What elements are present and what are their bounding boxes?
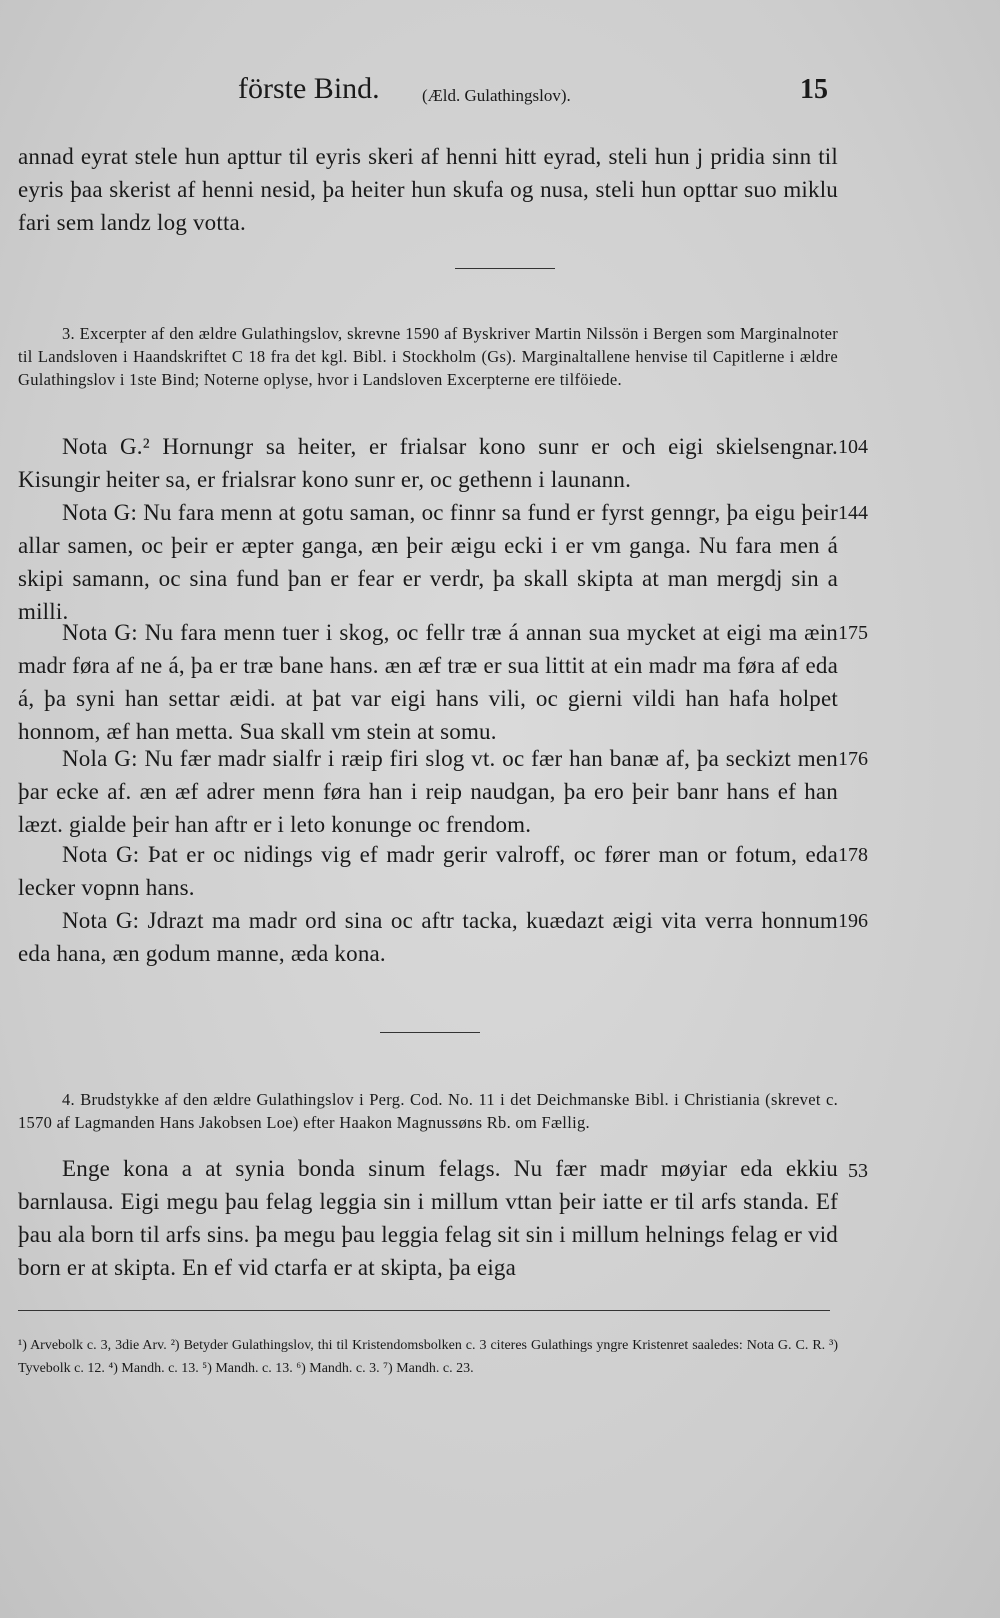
opening-paragraph: [18, 140, 838, 239]
section3-block: [18, 322, 838, 391]
footnotes: ¹) Arvebolk c. 3, 3die Arv. ²) Betyder Gulathingslov, thi til Kristendomsbolken c. 3 citeres Gulathings yngre Kristenret saaledes: Nota G. C. R. ³) Tyvebolk c. 12. ⁴) Mandh. c. 13. ⁵) Mandh. c. 13. ⁶) Mandh. c. 3. ⁷) Mandh. c. 23.: [18, 1338, 838, 1376]
margin-number: 53: [848, 1160, 868, 1182]
margin-number: 144: [838, 502, 868, 524]
nota-entry: [18, 616, 838, 748]
margin-number: 176: [838, 748, 868, 770]
nota-text: Nota G: Nu fara menn at gotu saman, oc finnr sa fund er fyrst genngr, þa eigu þeir allar samen, oc þeir er æpter ganga, æn þeir æigu ecki i er vm ganga. Nu fara men á skipi samann, oc sina fund þan er fear er verdr, þa skall skipta at man mergdj sin a milli.: [18, 500, 838, 624]
nota-entry: [18, 838, 838, 904]
section4-heading: 4. Brudstykke af den ældre Gulathingslov i Perg. Cod. No. 11 i det Deichmanske Bibl. i Christiania (skrevet c. 1570 af Lagmanden Hans Jakobsen Loe) efter Haakon Magnussøns Rb. om Fællig.: [18, 1090, 838, 1132]
nota-text: Nota G.² Hornungr sa heiter, er frialsar kono sunr er och eigi skielsengnar. Kisungir heiter sa, er frialsrar kono sunr er, oc gethenn i launann.: [18, 434, 838, 492]
page-number: 15: [800, 74, 828, 105]
nota-text: Nota G: Nu fara menn tuer i skog, oc fellr træ á annan sua mycket at eigi ma æin madr føra af ne á, þa er træ bane hans. æn æf træ er sua littit at ein madr ma føra af eda á, þa syni han settar æidi. at þat var eigi hans vili, oc gierni vildi han hafa holpet honnom, æf han metta. Sua skall vm stein at somu.: [18, 620, 838, 744]
section4-text: Enge kona a at synia bonda sinum felags. Nu fær madr møyiar eda ekkiu barnlausa. Eigi megu þau felag leggia sin i millum vttan þeir iatte er til arfs standa. Ef þau ala born til arfs sins. þa megu þau leggia felag sit sin i millum helnings felag er vid born er at skipta. En ef vid ctarfa er at skipta, þa eiga: [18, 1156, 838, 1280]
nota-entry: [18, 904, 838, 970]
section4-block: [18, 1088, 838, 1134]
section-divider: [455, 268, 555, 269]
opening-text: annad eyrat stele hun apttur til eyris skeri af henni hitt eyrad, steli hun j pridia sinn til eyris þaa skerist af henni nesid, þa heiter hun skufa og nusa, steli hun opttar suo miklu fari sem landz log votta.: [18, 144, 838, 235]
margin-number: 175: [838, 622, 868, 644]
nota-text: Nola G: Nu fær madr sialfr i ræip firi slog vt. oc fær han banæ af, þa seckizt men þar ecke af. æn æf adrer menn føra han i reip naudgan, þa ero þeir banr hans ef han læzt. gialde þeir han aftr er i leto konunge oc frendom.: [18, 746, 838, 837]
margin-number: 104: [838, 436, 868, 458]
nota-text: Nota G: Þat er oc nidings vig ef madr gerir valroff, oc fører man or fotum, eda lecker vopnn hans.: [18, 842, 838, 900]
book-title: förste Bind.: [238, 72, 380, 105]
nota-text: Nota G: Jdrazt ma madr ord sina oc aftr tacka, kuædazt æigi vita verra honnum eda hana, æn godum manne, æda kona.: [18, 908, 838, 966]
footnote-rule: [18, 1310, 830, 1311]
margin-number: 196: [838, 910, 868, 932]
book-subtitle: (Æld. Gulathingslov).: [422, 86, 571, 105]
nota-entry: [18, 742, 838, 841]
nota-entry: [18, 430, 838, 496]
nota-entry: [18, 496, 838, 628]
margin-number: 178: [838, 844, 868, 866]
section-divider: [380, 1032, 480, 1033]
section4-text-block: [18, 1152, 838, 1284]
section3-heading: 3. Excerpter af den ældre Gulathingslov, skrevne 1590 af Byskriver Martin Nilssön i Bergen som Marginalnoter til Landsloven i Haandskriftet C 18 fra det kgl. Bibl. i Stockholm (Gs). Marginaltallene henvise til Capitlerne i ældre Gulathingslov i 1ste Bind; Noterne oplyse, hvor i Landsloven Excerpterne ere tilföiede.: [18, 324, 838, 389]
running-header: [0, 72, 1000, 116]
